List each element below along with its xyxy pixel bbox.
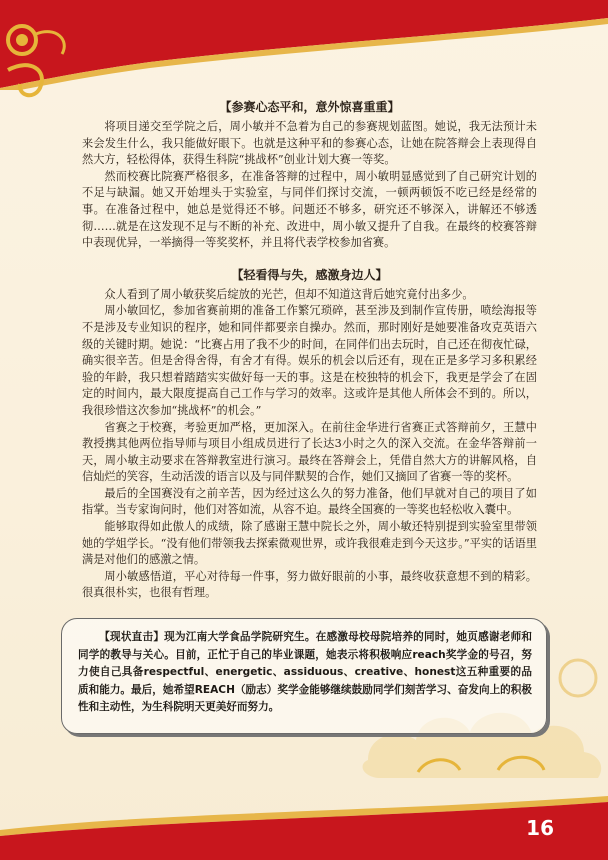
paragraph: 将项目递交至学院之后，周小敏并不急着为自己的参赛规划蓝图。她说，我无法预计未来会发生什么，我只能做好眼下。也就是这种平和的参赛心态，让她在院答辩会上表现得自然大方，轻松得体，获得生科院“挑战杯”创业计划大赛一等奖。 xyxy=(82,120,537,167)
section-gratitude xyxy=(82,266,537,602)
paragraph: 周小敏感悟道，平心对待每一件事，努力做好眼前的小事，最终收获意想不到的精彩。很真很朴实，也很有哲理。 xyxy=(82,569,537,600)
corner-ornament-icon xyxy=(0,0,110,110)
article-body xyxy=(82,98,537,602)
bottom-red-banner xyxy=(0,790,608,860)
status-note-text: 【现状直击】现为江南大学食品学院研究生。在感激母校母院培养的同时，她页感谢老师和同学的教导与关心。目前，正忙于自己的毕业课题，她表示将积极响应reach奖学金的号召，努力使自己具备respectful、energetic、assiduous、creative、honest这五种重要的品质和能力。最后，她希望REACH（励志）奖学金能够继续鼓励同学们刻苦学习、奋发向上的积极性和主动性，为生科院明天更美好而努力。 xyxy=(78,631,532,713)
page-number: 16 xyxy=(526,816,554,840)
paragraph: 省赛之于校赛，考验更加严格，更加深入。在前往金华进行省赛正式答辩前夕，王慧中教授携其他两位指导师与项目小组成员进行了长达3小时之久的深入交流。在金华答辩前一天，周小敏主动要求在答辩教室进行演习。最终在答辩会上，凭借自然大方的讲解风格，自信灿烂的笑容，生动活泼的语言以及与同伴默契的合作，她们又摘回了省赛一等的奖杯。 xyxy=(82,420,537,484)
section-heading: 【轻看得与失，感激身边人】 xyxy=(231,267,388,282)
status-note-box xyxy=(61,618,547,734)
paragraph: 周小敏回忆，参加省赛前期的准备工作繁冗琐碎，甚至涉及到制作宣传册，喷绘海报等不是涉及专业知识的程序，她和同伴都要亲自操办。然而，那时刚好是她要准备攻克英语六级的关键时期。她说：“比赛占用了我不少的时间，在同伴们出去玩时，自己还在彻夜忙碌，确实很辛苦。但是舍得舍得，有舍才有得。娱乐的机会以后还有，现在正是多学习多积累经验的年龄，我只想着踏踏实实做好每一天的事。这是在校独特的机会下，我更是学会了在固定的时间内，最大限度提高自己工作与学习的效率。这或许是其他人所体会不到的。所以，我很珍惜这次参加“挑战杯”的机会。” xyxy=(82,304,537,417)
section-mindset xyxy=(82,98,537,252)
paragraph: 众人看到了周小敏获奖后绽放的光芒，但却不知道这背后她究竟付出多少。 xyxy=(104,287,474,301)
paragraph: 最后的全国赛没有之前辛苦，因为经过这么久的努力准备，他们早就对自己的项目了如指掌。当专家询问时，他们对答如流，从容不迫。最终全国赛的一等奖也轻松收入囊中。 xyxy=(82,486,537,517)
paragraph: 能够取得如此傲人的成绩，除了感谢王慧中院长之外，周小敏还特别提到实验室里带领她的学姐学长。“没有他们带领我去探索微观世界，或许我很难走到今天这步。”平实的话语里满是对他们的感激之情。 xyxy=(82,520,537,567)
paragraph: 然而校赛比院赛严格很多，在准备答辩的过程中，周小敏明显感觉到了自己研究计划的不足与缺漏。她又开始埋头于实验室，与同伴们探讨交流，一顿两顿饭不吃已经是经常的事。在准备过程中，她总是觉得还不够。问题还不够多，研究还不够深入，讲解还不够透彻……就是在这发现不足与不断的补充、改进中，周小敏又提升了自我。在最终的校赛答辩中表现优异，一举摘得一等奖奖杯，并且将代表学校参加省赛。 xyxy=(82,169,537,250)
section-heading: 【参赛心态平和，意外惊喜重重】 xyxy=(219,100,400,114)
